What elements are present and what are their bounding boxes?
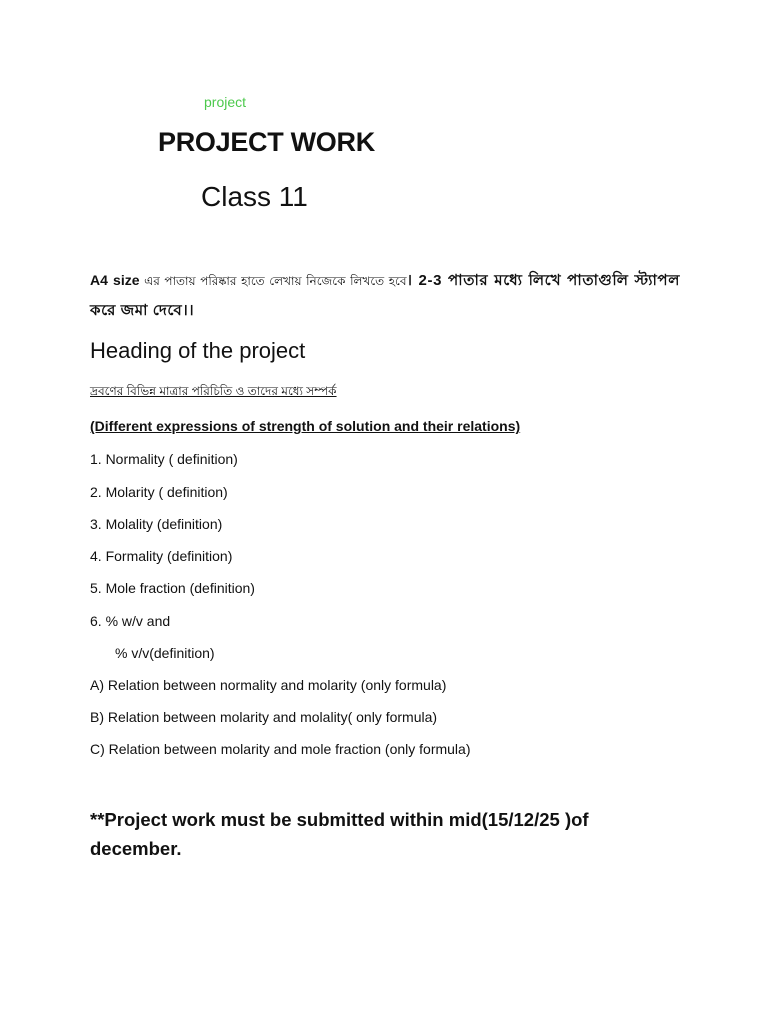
definition-item-wv: 6. % w/v and	[90, 613, 171, 629]
subheading-bengali: দ্রবণের বিভিন্ন মাত্রার পরিচিতি ও তাদের মধ্যে সম্পর্ক	[90, 384, 337, 398]
project-heading: Heading of the project	[90, 338, 306, 363]
subheading-english: (Different expressions of strength of solution and their relations)	[90, 418, 521, 434]
instructions-large-text: । 2-3 পাতার মধ্যে লিখে পাতাগুলি স্ট্যাপল করে জমা দেবে।।	[90, 272, 680, 319]
class-subtitle: Class 11	[201, 181, 308, 212]
relation-item-b: B) Relation between molarity and molality( only formula)	[90, 709, 438, 725]
project-tag: project	[204, 94, 247, 110]
definition-item-mole-fraction: 5. Mole fraction (definition)	[90, 580, 255, 596]
definition-item-formality: 4. Formality (definition)	[90, 548, 233, 564]
instructions-lead: A4 size	[90, 272, 140, 288]
submission-deadline: **Project work must be submitted within mid(15/12/25 )of december.	[90, 809, 589, 859]
page-title: PROJECT WORK	[158, 127, 375, 157]
relation-item-c: C) Relation between molarity and mole fraction (only formula)	[90, 741, 471, 757]
instructions-paragraph	[90, 266, 680, 325]
instructions-small-text: এর পাতায় পরিষ্কার হাতে লেখায় নিজেকে লিখতে হবে	[139, 274, 407, 288]
definition-item-vv: % v/v(definition)	[115, 645, 215, 661]
definition-item-normality: 1. Normality ( definition)	[90, 451, 238, 467]
relation-item-a: A) Relation between normality and molarity (only formula)	[90, 677, 447, 693]
definition-item-molality: 3. Molality (definition)	[90, 516, 223, 532]
definition-item-molarity: 2. Molarity ( definition)	[90, 484, 228, 500]
